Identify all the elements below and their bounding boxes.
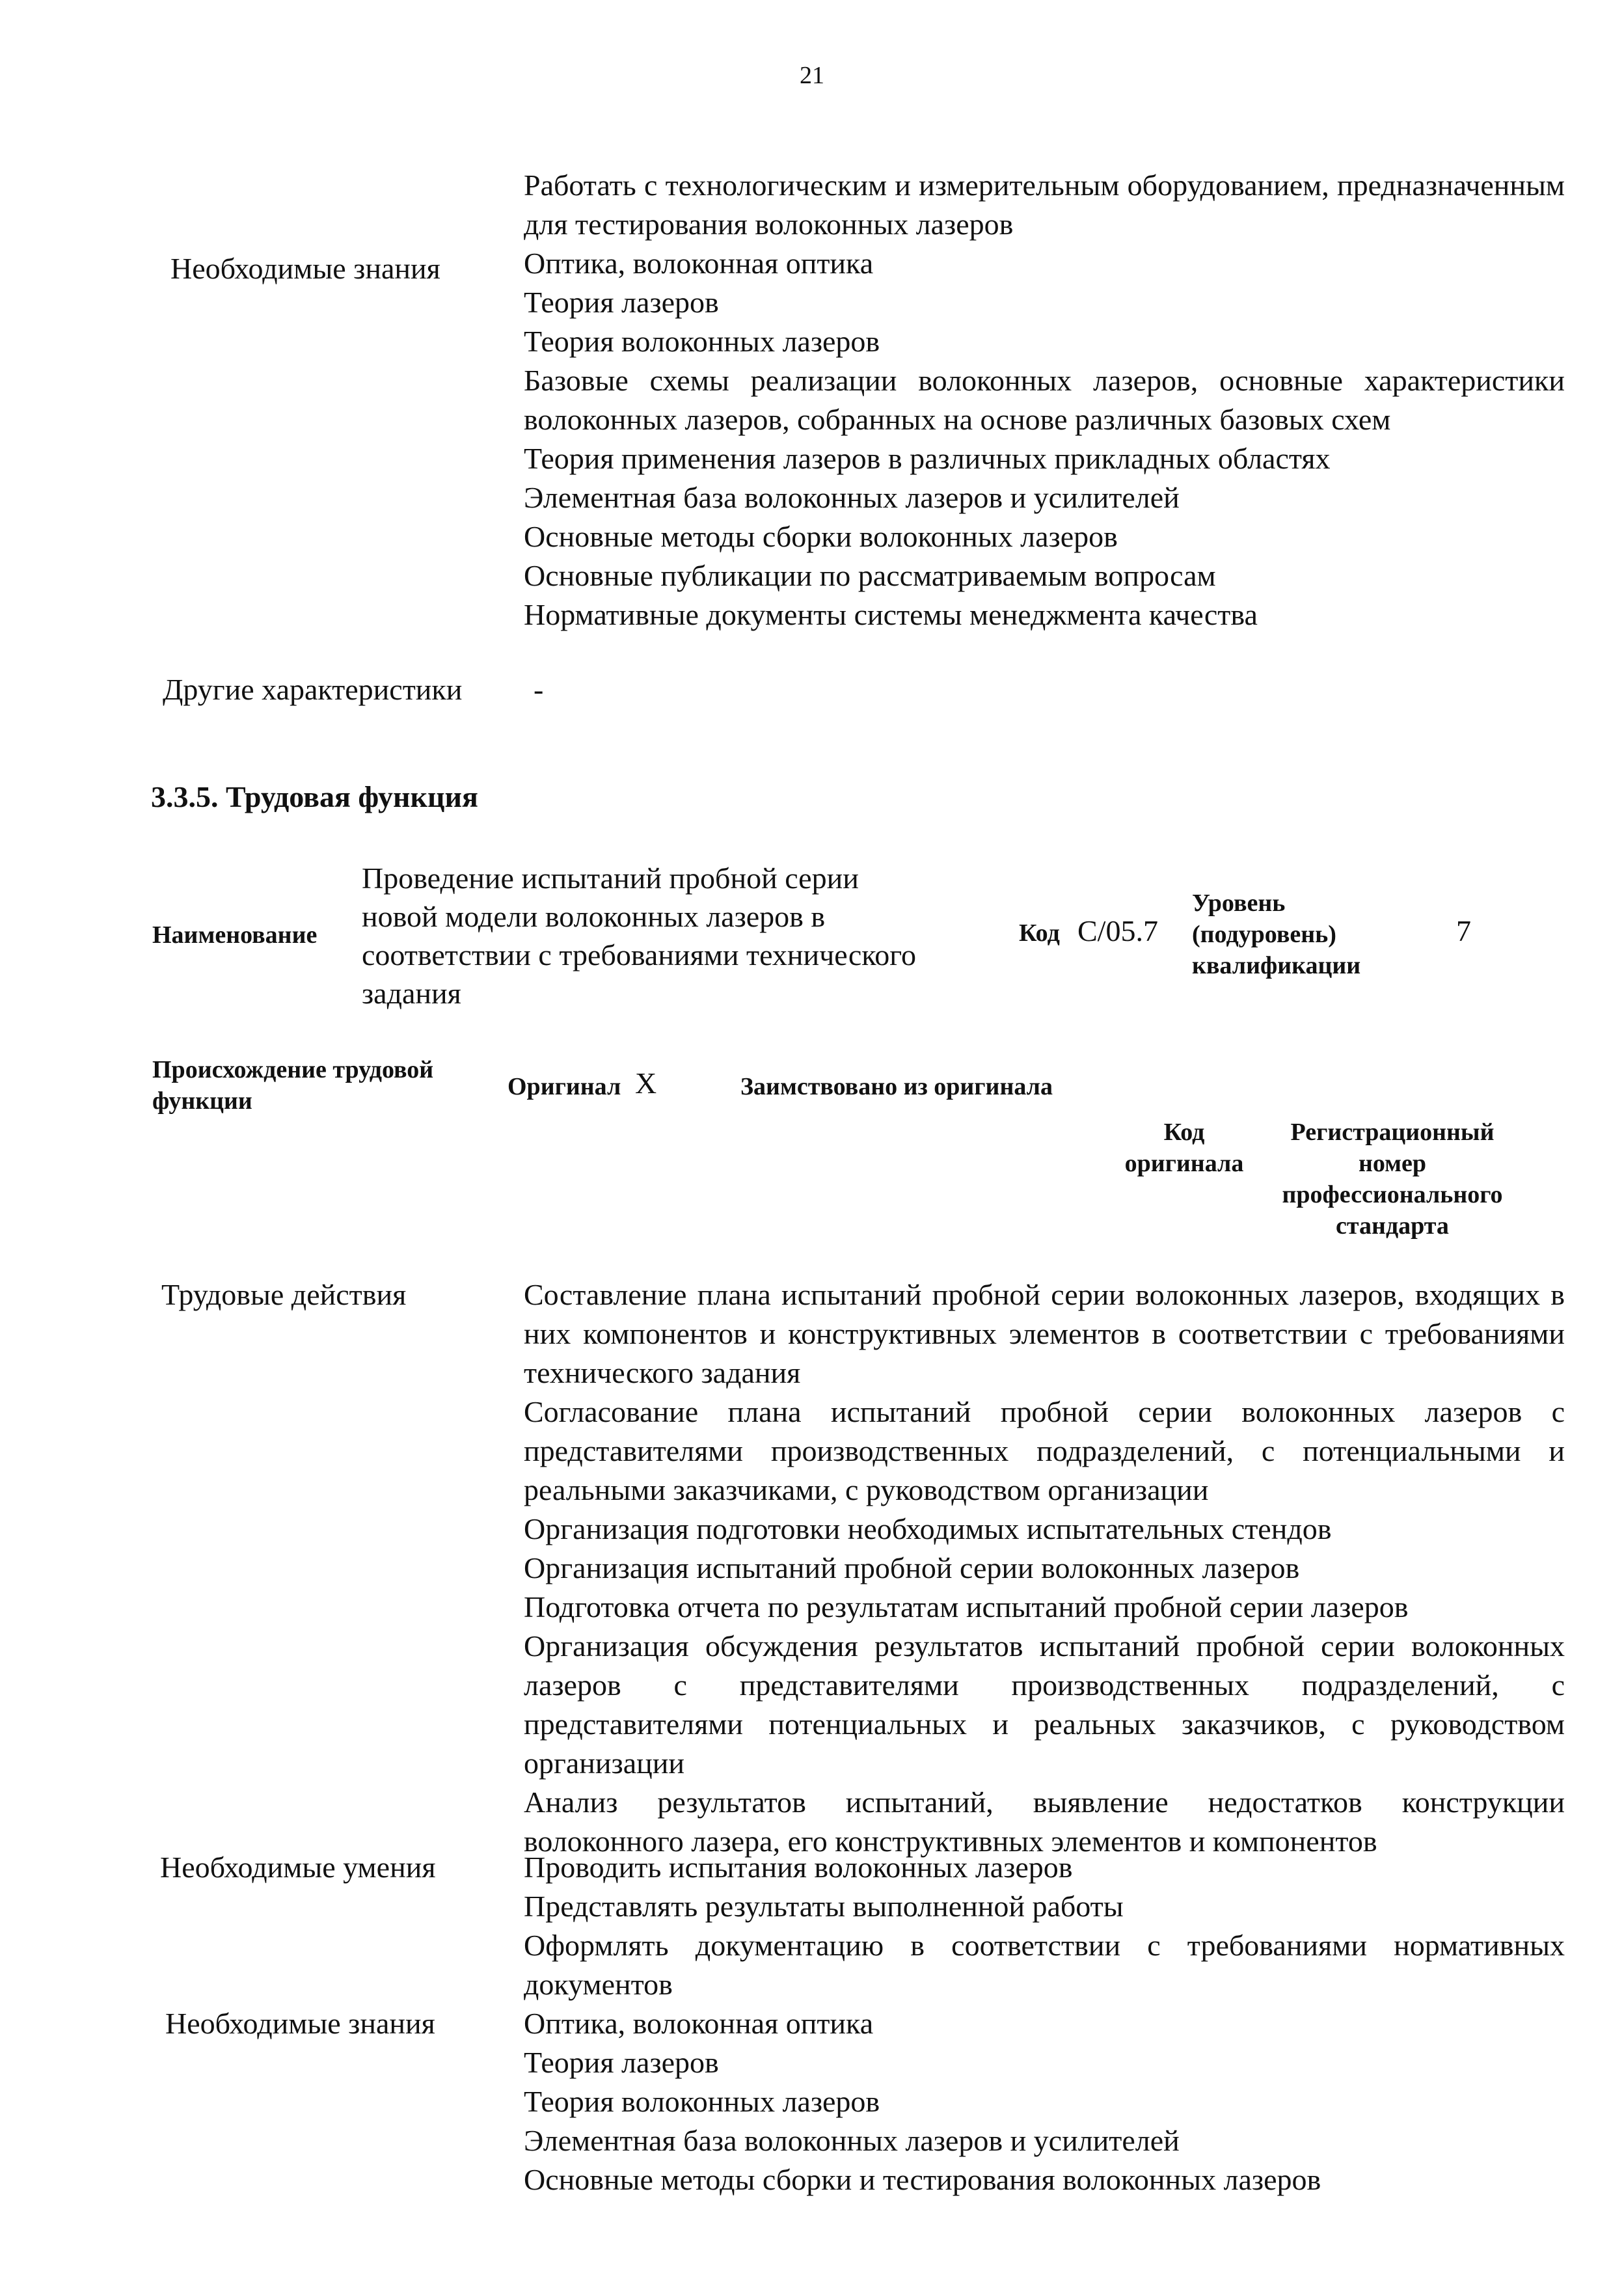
actions-list — [524, 1275, 1565, 1861]
list-item: Представлять результаты выполненной работы — [524, 1890, 1124, 1923]
list-item: Нормативные документы системы менеджмента качества — [524, 598, 1258, 631]
list-item: Основные методы сборки и тестирования волоконных лазеров — [524, 2163, 1321, 2196]
list-item: Подготовка отчета по результатам испытаний пробной серии лазеров — [524, 1590, 1409, 1623]
list-item: Теория волоконных лазеров — [524, 2085, 880, 2118]
skills-list — [524, 1848, 1565, 2004]
list-item: Теория волоконных лазеров — [524, 325, 880, 358]
original-label: Оригинал — [508, 1073, 621, 1100]
reg-number-label: Регистрационный номер профессионального стандарта — [1282, 1119, 1503, 1240]
list-item: Согласование плана испытаний пробной серии волоконных лазеров с представителями производственных подразделений, с потенциальными и реальными заказчиками, с руководством организации — [524, 1395, 1565, 1506]
knowledge-label-2: Необходимые знания — [165, 2007, 435, 2040]
list-item: Оптика, волоконная оптика — [524, 2007, 874, 2040]
code-label: Код — [1019, 919, 1060, 947]
list-item: Основные публикации по рассматриваемым вопросам — [524, 559, 1216, 592]
skills-label: Необходимые умения — [160, 1851, 436, 1884]
code-value: C/05.7 — [1077, 914, 1158, 947]
knowledge-label: Необходимые знания — [170, 252, 440, 285]
level-label: Уровень (подуровень) квалификации — [1192, 890, 1361, 979]
list-item: Организация обсуждения результатов испытаний пробной серии волоконных лазеров с представителями производственных подразделений, с представителями потенциальных и реальных заказчиков, с руководством организации — [524, 1629, 1565, 1780]
list-item: Оптика, волоконная оптика — [524, 247, 874, 280]
knowledge-list-2 — [524, 2004, 1565, 2199]
list-item: Организация испытаний пробной серии волоконных лазеров — [524, 1551, 1300, 1584]
list-item: Теория лазеров — [524, 2046, 719, 2079]
origin-label: Происхождение трудовой функции — [152, 1056, 434, 1115]
list-item: Работать с технологическим и измерительным оборудованием, предназначенным для тестирования волоконных лазеров — [524, 169, 1565, 241]
list-item: Оформлять документацию в соответствии с требованиями нормативных документов — [524, 1929, 1565, 2001]
list-item: Составление плана испытаний пробной серии волоконных лазеров, входящих в них компонентов и конструктивных элементов в соответствии с требованиями технического задания — [524, 1278, 1565, 1389]
page-number: 21 — [800, 62, 824, 89]
list-item: Проводить испытания волоконных лазеров — [524, 1851, 1073, 1884]
original-mark: X — [635, 1066, 657, 1100]
section-title: 3.3.5. Трудовая функция — [151, 780, 478, 813]
borrowed-label: Заимствовано из оригинала — [740, 1073, 1053, 1100]
list-item: Элементная база волоконных лазеров и усилителей — [524, 2124, 1180, 2157]
function-name: Проведение испытаний пробной серии новой модели волоконных лазеров в соответствии с требованиями технического задания — [362, 862, 916, 1010]
code-original-label: Код оригинала — [1124, 1119, 1244, 1177]
list-item: Элементная база волоконных лазеров и усилителей — [524, 481, 1180, 514]
list-item: Анализ результатов испытаний, выявление недостатков конструкции волоконного лазера, его конструктивных элементов и компонентов — [524, 1786, 1565, 1858]
other-characteristics-label: Другие характеристики — [163, 673, 463, 706]
list-item: Базовые схемы реализации волоконных лазеров, основные характеристики волоконных лазеров, собранных на основе различных базовых схем — [524, 364, 1565, 436]
list-item: Теория лазеров — [524, 286, 719, 319]
level-value: 7 — [1456, 914, 1471, 947]
list-item: Организация подготовки необходимых испытательных стендов — [524, 1512, 1332, 1545]
list-item: Основные методы сборки волоконных лазеров — [524, 520, 1118, 553]
actions-label: Трудовые действия — [161, 1278, 407, 1311]
other-characteristics-value: - — [534, 673, 544, 706]
name-label: Наименование — [152, 921, 318, 949]
list-item: Теория применения лазеров в различных прикладных областях — [524, 442, 1331, 475]
knowledge-list — [524, 166, 1565, 634]
